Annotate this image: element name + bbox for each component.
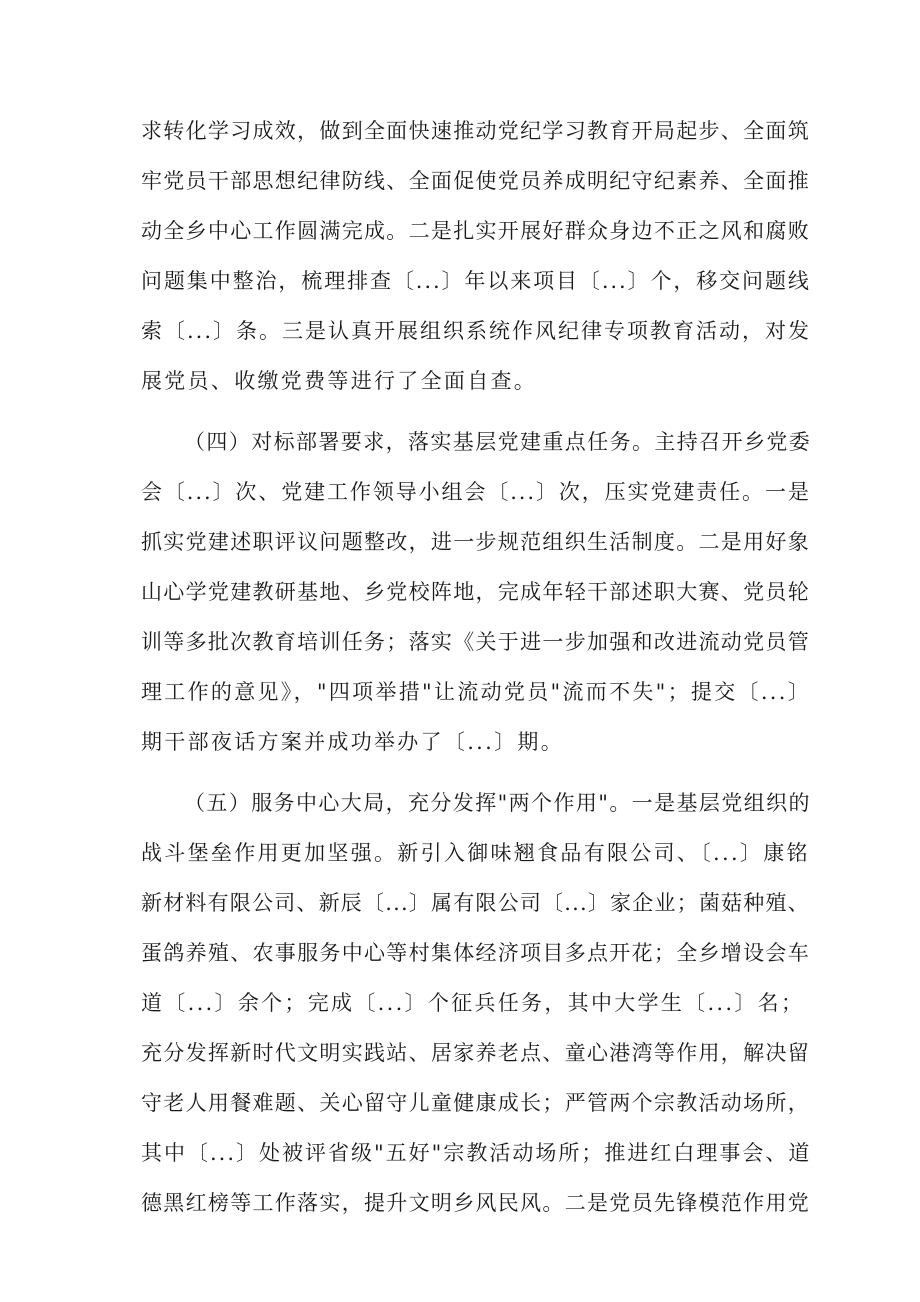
text-line: 训等多批次教育培训任务；落实《关于进一步加强和改进流动党员管 [141, 630, 810, 654]
text-line: 动全乡中心工作圆满完成。二是扎实开展好群众身边不正之风和腐败 [141, 219, 810, 243]
text-line: 会〔...〕次、党建工作领导小组会〔...〕次，压实党建责任。一是 [141, 480, 811, 504]
text-line: 德黑红榜等工作落实，提升文明乡风民风。二是党员先锋模范作用党 [141, 1191, 810, 1215]
section-heading-line: （五）服务中心大局，充分发挥"两个作用"。一是基层党组织的 [184, 791, 811, 815]
text-line: 蛋鸽养殖、农事服务中心等村集体经济项目多点开花；全乡增设会车 [141, 941, 810, 965]
text-line: 战斗堡垒作用更加坚强。新引入御味翘食品有限公司、〔...〕康铭 [141, 841, 810, 865]
text-line: 道〔...〕余个；完成〔...〕个征兵任务，其中大学生〔...〕名； [141, 991, 805, 1015]
text-line: 新材料有限公司、新辰〔...〕属有限公司〔...〕家企业；菌菇种殖、 [141, 891, 810, 915]
text-line: 抓实党建述职评议问题整改，进一步规范组织生活制度。二是用好象 [141, 530, 810, 554]
text-line: 索〔...〕条。三是认真开展组织系统作风纪律专项教育活动，对发 [141, 319, 812, 343]
section-heading-line: （四）对标部署要求，落实基层党建重点任务。主持召开乡党委 [184, 430, 812, 454]
text-line: 期干部夜话方案并成功举办了〔...〕期。 [141, 730, 565, 754]
text-line: 牢党员干部思想纪律防线、全面促使党员养成明纪守纪素养、全面推 [141, 169, 810, 193]
text-line: 守老人用餐难题、关心留守儿童健康成长；严管两个宗教活动场所， [141, 1091, 810, 1115]
text-line: 理工作的意见》，"四项举措"让流动党员"流而不失"；提交〔...〕 [141, 680, 812, 704]
text-line: 其中〔...〕处被评省级"五好"宗教活动场所；推进红白理事会、道 [141, 1141, 812, 1165]
text-line: 展党员、收缴党费等进行了全面自查。 [141, 369, 538, 393]
text-line: 问题集中整治，梳理排查〔...〕年以来项目〔...〕个，移交问题线 [141, 269, 811, 293]
text-line: 充分发挥新时代文明实践站、居家养老点、童心港湾等作用，解决留 [141, 1041, 810, 1065]
text-line: 求转化学习成效，做到全面快速推动党纪学习教育开局起步、全面筑 [141, 119, 810, 143]
text-line: 山心学党建教研基地、乡党校阵地，完成年轻干部述职大赛、党员轮 [141, 580, 810, 604]
